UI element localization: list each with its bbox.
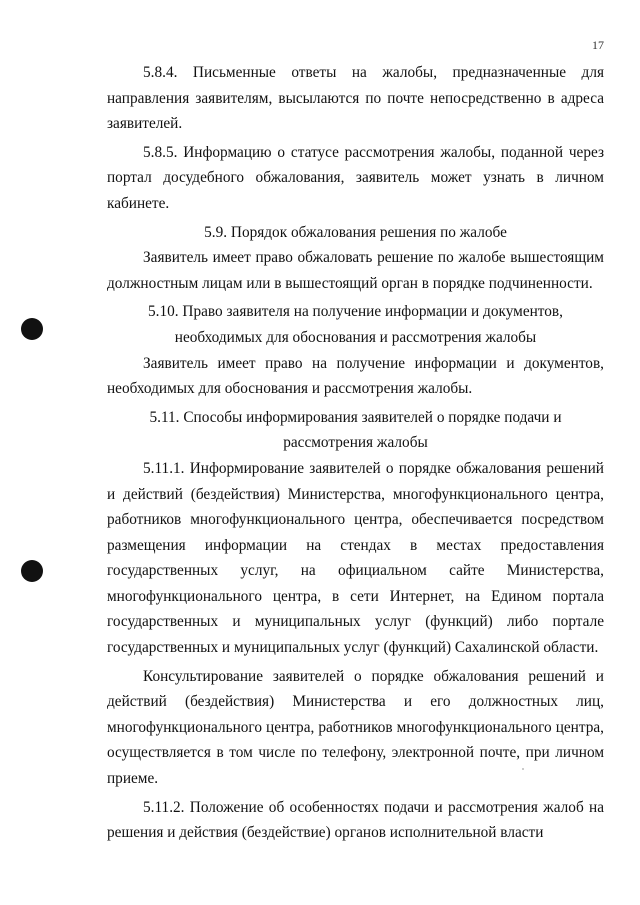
paragraph-5-11-1: 5.11.1. Информирование заявителей о порядке обжалования решений и действий (бездействия) Министерства, многофункционального центра, работников многофункционального центра, обеспечивается посредством размещения информации на стендах в местах предоставления государственных услуг, на официальном сайте Министерства, многофункционального центра, в сети Интернет, на Едином портала государственных и муниципальных услуг (функций) либо портале государственных и муниципальных услуг (функций) Сахалинской области.: [107, 459, 604, 657]
document-body: [107, 60, 604, 846]
section-heading-5-10: 5.10. Право заявителя на получение информации и документов, необходимых для обоснования и рассмотрения жалобы: [148, 303, 563, 346]
page-number: 17: [592, 38, 604, 52]
binder-hole-top: [21, 318, 43, 340]
section-heading-5-11: 5.11. Способы информирования заявителей о порядке подачи и рассмотрения жалобы: [149, 408, 562, 452]
paragraph-5-11-2: 5.11.2. Положение об особенностях подачи и рассмотрения жалоб на решения и действия (бездействие) органов исполнительной власти: [107, 798, 604, 842]
paragraph-5-8-5: 5.8.5. Информацию о статусе рассмотрения жалобы, поданной через портал досудебного обжалования, заявитель может узнать в личном кабинете.: [107, 143, 604, 212]
section-heading-5-9: 5.9. Порядок обжалования решения по жалобе: [204, 223, 507, 241]
paragraph-5-8-4: 5.8.4. Письменные ответы на жалобы, предназначенные для направления заявителям, высылаются по почте непосредственно в адреса заявителей.: [107, 64, 604, 133]
paragraph-consulting: Консультирование заявителей о порядке обжалования решений и действий (бездействия) Министерства и его должностных лиц, многофункционального центра, работников многофункционального центра, осуществляется в том числе по телефону, электронной почте, при личном приеме.: [107, 667, 604, 788]
binder-hole-bottom: [21, 560, 43, 582]
paragraph-5-10-body: Заявитель имеет право на получение информации и документов, необходимых для обоснования и рассмотрения жалобы.: [107, 354, 604, 398]
paragraph-5-9-body: Заявитель имеет право обжаловать решение по жалобе вышестоящим должностным лицам или в вышестоящий орган в порядке подчиненности.: [107, 249, 604, 292]
